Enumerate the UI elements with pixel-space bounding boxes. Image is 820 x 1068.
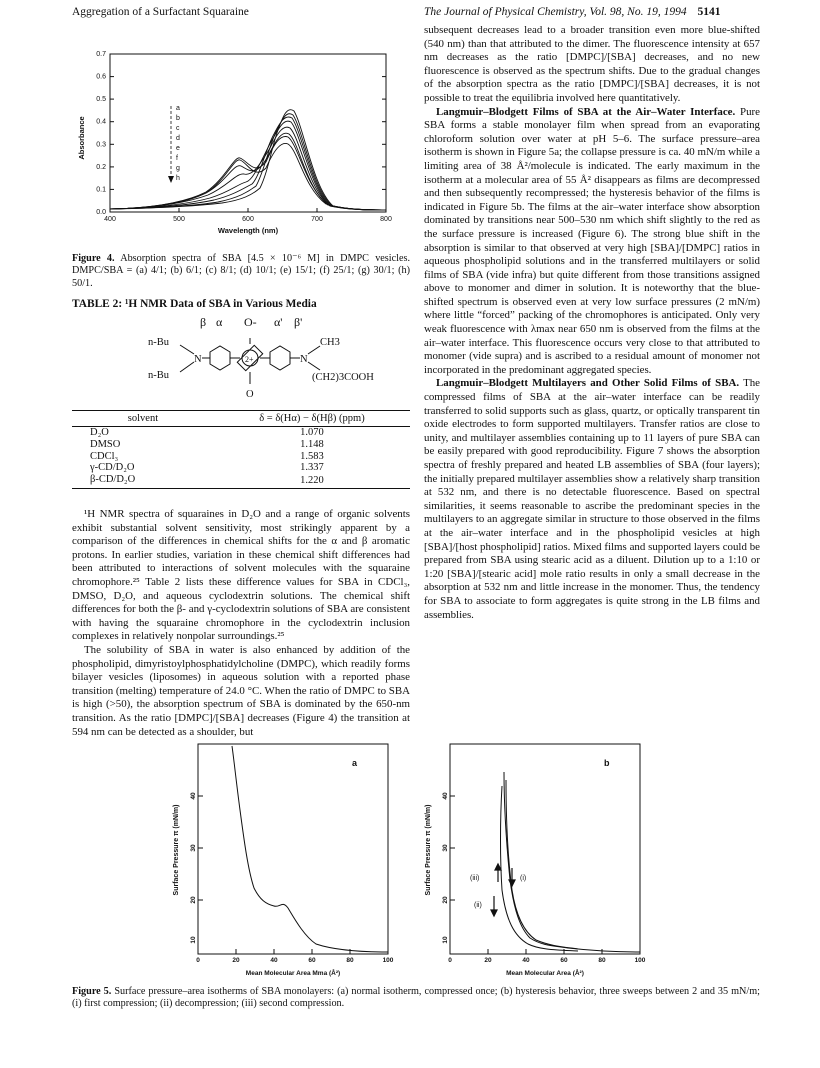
y-tick-label: 20 <box>442 896 449 904</box>
label-beta: β <box>200 315 207 329</box>
figure-4-caption <box>72 253 410 290</box>
x-tick-label: 500 <box>173 216 185 223</box>
figure-5-caption <box>72 986 760 1011</box>
cell-solvent: γ-CD/D₂O <box>90 462 135 474</box>
x-tick-label: 600 <box>242 216 254 223</box>
column-header: δ = δ(Hα) − δ(Hβ) (ppm) <box>214 411 410 427</box>
figure-5a-plot <box>166 740 416 980</box>
x-tick-label: 0 <box>196 957 200 964</box>
x-tick-label: 40 <box>270 957 278 964</box>
caption-text: Surface pressure–area isotherms of SBA monolayers: (a) normal isotherm, compressed once; (b) hysteresis behavior, three sweeps between 2 and 35 mN/m; (i) first compression; (ii) decompression; (iii) second compression. <box>72 986 760 1010</box>
x-tick-label: 700 <box>311 216 323 223</box>
table-row <box>72 451 410 463</box>
left-column-text <box>72 508 410 739</box>
caption-label: Figure 4. <box>72 253 115 264</box>
plot-frame <box>110 54 386 212</box>
curve-letter: e <box>176 145 180 152</box>
arrow-label-ii: (ii) <box>474 902 482 909</box>
figure-5b <box>418 740 668 980</box>
label-o: O <box>246 389 254 400</box>
cell-value: 1.337 <box>300 462 324 474</box>
panel-label: a <box>352 758 358 768</box>
y-tick-label: 0.0 <box>96 209 106 216</box>
y-tick-label: 10 <box>190 936 197 944</box>
y-tick-label: 0.7 <box>96 51 106 58</box>
journal-citation: The Journal of Physical Chemistry, Vol. 98, No. 19, 1994 <box>424 6 687 18</box>
cell-value: 1.220 <box>300 475 324 487</box>
curve-letter: d <box>176 135 180 142</box>
curve-letter: b <box>176 115 180 122</box>
journal-header <box>424 6 720 18</box>
cell-solvent: DMSO <box>90 438 121 450</box>
curve-letter: c <box>176 125 180 132</box>
x-tick-label: 20 <box>232 957 240 964</box>
y-tick-label: 0.5 <box>96 96 106 104</box>
label-ch3: CH3 <box>320 337 340 348</box>
curve-letter: a <box>176 105 180 112</box>
cell-solvent: D₂O <box>90 427 109 438</box>
x-tick-label: 80 <box>346 957 354 964</box>
caption-text: Absorption spectra of SBA [4.5 × 10⁻⁶ M] in DMPC vesicles. DMPC/SBA = (a) 4/1; (b) 6/1; (c) 8/1; (d) 10/1; (e) 15/1; (f) 25/1; (g) 30/1; (h) 50/1. <box>72 253 410 289</box>
paragraph: Pure SBA forms a stable monolayer film when spread from an evaporating chloroform solution over water at pH 5–6. The surface pressure–area isotherm is shown in Figure 5a; the collapse pressure is ca. 40 mN/m while a limiting area of 38 Å²/molecule is indicated. The early maximum in the isotherm at a molecular area of 55 Å² disappears as films are decompressed and then subsequently recompressed; the hysteresis behavior of the films is indicated in Figure 5b. The films at the air–water interface show absorption dominated by transitions near 500–530 nm which shift slightly to the red as the surface pressure is increased (Figure 6). The strong blue shift in the absorption is similar to that observed at very high [SBA]/[DMPC] ratios in aqueous phospholipid solutions and in the transferred multilayers or solid films of SBA (vide infra) but quite different from those transitions assigned above to monomer and dimer in solution. It is noteworthy that the blue-shifted spectrum is observed even at very low surface pressures (2 mN/m) where little “forced” packing of the chromophores is anticipated. Only very weak fluorescence with λmax near 650 nm is observed from the films at the air–water interface. This fluorescence occurs very close to that attributed to monomer (vide supra) and is ascribed to a residual amount of monomer not incorporated in the predominant aggregated species. <box>424 105 760 376</box>
isotherm-curve <box>232 746 388 952</box>
page-number: 5141 <box>697 6 721 18</box>
y-axis-label: Surface Pressure π (mN/m) <box>425 804 432 896</box>
x-axis-label: Wavelength (nm) <box>217 226 279 235</box>
x-tick-label: 40 <box>522 957 530 964</box>
table-2 <box>72 298 410 489</box>
label-charge: 2+ <box>245 355 254 364</box>
y-tick-label: 0.6 <box>96 73 106 81</box>
table-row <box>72 439 410 451</box>
arrow-label-iii: (iii) <box>470 875 480 882</box>
y-tick-label: 20 <box>190 896 197 904</box>
label-n: N <box>194 354 202 365</box>
figure-4 <box>76 48 406 250</box>
arrow-down-icon <box>168 106 174 183</box>
arrow-label-i: (i) <box>520 875 527 882</box>
y-tick-label: 0.1 <box>96 186 106 194</box>
hysteresis-curves <box>501 772 641 952</box>
figure-5a <box>166 740 416 980</box>
benzene-ring-right <box>270 346 290 370</box>
cell-value: 1.148 <box>300 438 324 450</box>
squaraine-structure <box>72 312 410 410</box>
label-nbu: n-Bu <box>148 370 169 381</box>
label-chain: (CH2)3COOH <box>312 372 374 383</box>
x-tick-label: 100 <box>634 957 646 964</box>
y-tick-label: 30 <box>190 844 197 852</box>
paragraph: The solubility of SBA in water is also enhanced by addition of the phospholipid, dimyristoylphosphatidylcholine (DMPC), which readily forms bilayer vesicles (liposomes) in aqueous solution with a reported phase transition (melting) temperature of 24.0 °C. When the ratio of DMPC to SBA is high (>50), the absorption spectrum of SBA is dominated by the 650-nm transition. As the ratio [DMPC]/[SBA] decreases (Figure 4) the transition at 594 nm can be detected as a shoulder, but <box>72 643 410 738</box>
x-tick-label: 60 <box>560 957 568 964</box>
x-tick-label: 80 <box>598 957 606 964</box>
paragraph: subsequent decreases lead to a broader transition even more blue-shifted (540 nm) than that attributed to the dimer. The fluorescence intensity at 657 nm decreases as the ratio [DMPC]/[SBA] decreases, and no new fluorescence is observed as the spectrum shifts. Due to the gradual changes of the absorption spectra as the ratio [DMPC]/[SBA] decreases, it is not possible to treat the equilibria involved here quantitatively. <box>424 24 760 104</box>
nmr-table <box>72 410 410 489</box>
y-tick-label: 30 <box>442 844 449 852</box>
figure-4-plot <box>76 48 406 250</box>
panel-label: b <box>604 758 610 768</box>
paragraph: ¹H NMR spectra of squaraines in D₂O and a range of organic solvents exhibit substantial solvent sensitivity, most strikingly apparent by a comparison of the differences in chemical shifts for the α and β aromatic protons. In earlier studies, variation in these chemical shift differences had been attributed to interactions of solvent molecules with the squaraine chromophore.²⁵ Table 2 lists these difference values for SBA in CDCl₃, DMSO, D₂O, and aqueous cyclodextrin solutions. The chemical shift differences for both the β- and γ-cyclodextrin solutions of SBA are consistent with having the squaraine chromophore in the cyclodextrin inclusion complexes in relatively nonpolar surroundings.²⁵ <box>72 508 410 643</box>
cell-solvent: β-CD/D₂O <box>90 474 136 486</box>
column-header: solvent <box>72 411 214 427</box>
label-n: N <box>300 354 308 365</box>
x-tick-label: 800 <box>380 216 392 223</box>
label-alpha-prime: α' <box>274 315 283 329</box>
paragraph: The compressed films of SBA at the air–water interface can be readily transferred to solid supports such as glass, quartz, or optically transparent tin oxide electrodes to form supported multilayers. Transfer ratios are close to unity, and multilayer assemblies containing up to 11 layers of pure SBA can be easily prepared with good reproducibility. Figure 7 shows the absorption spectra of freshly prepared and heated LB assemblies of SBA (four layers); the initially prepared multilayer assemblies show a relatively sharp transition at 532 nm, and there is no detectable fluorescence. Based on spectral similarities, it seems reasonable to ascribe the predominant species in the multilayers to an aggregate similar in structure to those observed in the films at the air–water interface and in the phospholipid vesicles at high [SBA]/[host phospholipid] ratios. Mixed films and supported layers could be prepared from SBA using stearic acid as a diluent. Dilution up to a 1:10 or 1:20 [SBA]/[stearic acid] mole ratio results in only a small decrease in the absorption at 532 nm and little increase in the monomer. Thus, the tendency for SBA to associate to form aggregates is quite strong in the LB films and assemblies. <box>424 377 760 621</box>
table-row <box>72 427 410 439</box>
label-nbu: n-Bu <box>148 337 169 348</box>
cell-value: 1.583 <box>300 450 324 462</box>
x-tick-label: 60 <box>308 957 316 964</box>
label-alpha: α <box>216 315 223 329</box>
y-axis-label: Absorbance <box>77 116 86 160</box>
section-heading: Langmuir–Blodgett Films of SBA at the Air–Water Interface. <box>436 105 736 118</box>
table-row <box>72 474 410 488</box>
y-axis-label: Surface Pressure π (mN/m) <box>173 804 180 896</box>
figure-5b-plot <box>418 740 668 980</box>
cell-solvent: CDCl₃ <box>90 450 119 462</box>
running-header: Aggregation of a Surfactant Squaraine <box>72 6 249 18</box>
x-tick-label: 20 <box>484 957 492 964</box>
x-tick-label: 0 <box>448 957 452 964</box>
table-title: TABLE 2: ¹H NMR Data of SBA in Various Media <box>72 298 317 310</box>
label-o-minus: O- <box>244 315 257 329</box>
x-axis-label: Mean Molecular Area (Å²) <box>506 970 584 977</box>
curve-letter: h <box>176 175 180 182</box>
right-column-text <box>424 24 760 622</box>
y-tick-label: 0.4 <box>96 118 106 126</box>
x-tick-label: 100 <box>382 957 394 964</box>
y-tick-label: 40 <box>442 792 449 800</box>
x-tick-label: 400 <box>104 216 116 223</box>
table-row <box>72 462 410 474</box>
y-tick-label: 0.2 <box>96 163 106 171</box>
section-heading: Langmuir–Blodgett Multilayers and Other Solid Films of SBA. <box>436 377 740 390</box>
label-beta-prime: β' <box>294 315 303 329</box>
curve-letter: f <box>176 155 178 162</box>
spectra-curves <box>110 110 386 210</box>
x-axis-label: Mean Molecular Area Mma (Å²) <box>245 970 341 977</box>
curve-letter: g <box>176 165 180 172</box>
cell-value: 1.070 <box>300 427 324 438</box>
benzene-ring-left <box>210 346 230 370</box>
y-tick-label: 0.3 <box>96 141 106 149</box>
y-tick-label: 10 <box>442 936 449 944</box>
y-tick-label: 40 <box>190 792 197 800</box>
caption-label: Figure 5. <box>72 986 112 997</box>
